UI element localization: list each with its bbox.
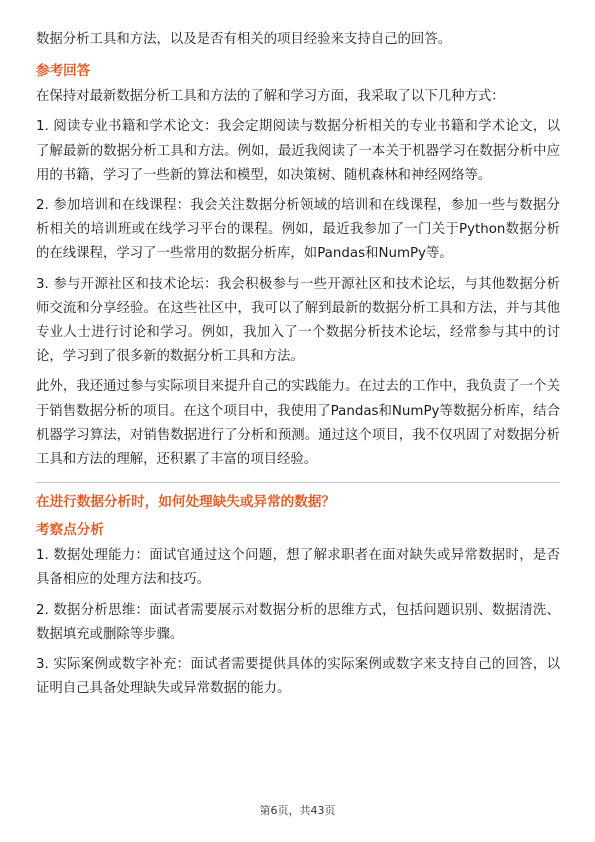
analysis-heading: 考察点分析 xyxy=(36,522,104,539)
analysis-paragraph-2: 2. 数据分析思维：面试者需要展示对数据分析的思维方式，包括问题识别、数据清洗、数据填充或删除等步骤。 xyxy=(36,602,560,642)
answer-paragraph-intro: 在保持对最新数据分析工具和方法的了解和学习方面，我采取了以下几种方式： xyxy=(36,89,505,105)
answer-heading: 参考回答 xyxy=(36,63,91,80)
answer-paragraph-summary: 此外，我还通过参与实际项目来提升自己的实践能力。在过去的工作中，我负责了一个关于销售数据分析的项目。在这个项目中，我使用了Pandas和NumPy等数据分析库，结合机器学习算法，对销售数据进行了分析和预测。通过这个项目，我不仅巩固了对数据分析工具和方法的理解，还积累了丰富的项目经验。 xyxy=(36,379,560,468)
analysis-paragraph-1: 1. 数据处理能力：面试官通过这个问题，想了解求职者在面对缺失或异常数据时，是否具备相应的处理方法和技巧。 xyxy=(36,548,560,588)
intro-line: 数据分析工具和方法，以及是否有相关的项目经验来支持自己的回答。 xyxy=(36,32,452,47)
answer-paragraph-3: 3. 参与开源社区和技术论坛：我会积极参与一些开源社区和技术论坛，与其他数据分析师交流和分享经验。在这些社区中，我可以了解到最新的数据分析工具和方法，并与其他专业人士进行讨论和学习。例如，我加入了一个数据分析技术论坛，经常参与其中的讨论，学习到了很多新的数据分析工具和方法。 xyxy=(36,276,560,365)
question-title: 在进行数据分析时，如何处理缺失或异常的数据？ xyxy=(36,494,336,511)
analysis-paragraph-3: 3. 实际案例或数字补充：面试者需要提供具体的实际案例或数字来支持自己的回答，以证明自己具备处理缺失或异常数据的能力。 xyxy=(36,657,560,697)
page-number: 第6页，共43页 xyxy=(259,804,336,817)
answer-paragraph-1: 1. 阅读专业书籍和学术论文：我会定期阅读与数据分析相关的专业书籍和学术论文，以了解最新的数据分析工具和方法。例如，最近我阅读了一本关于机器学习在数据分析中应用的书籍，学习了一些新的算法和模型，如决策树、随机森林和神经网络等。 xyxy=(36,119,560,183)
section-divider xyxy=(36,482,560,483)
page-content xyxy=(36,28,560,707)
answer-paragraph-2: 2. 参加培训和在线课程：我会关注数据分析领域的培训和在线课程，参加一些与数据分析相关的培训班或在线学习平台的课程。例如，最近我参加了一门关于Python数据分析的在线课程，学习了一些常用的数据分析库，如Pandas和NumPy等。 xyxy=(36,198,560,262)
